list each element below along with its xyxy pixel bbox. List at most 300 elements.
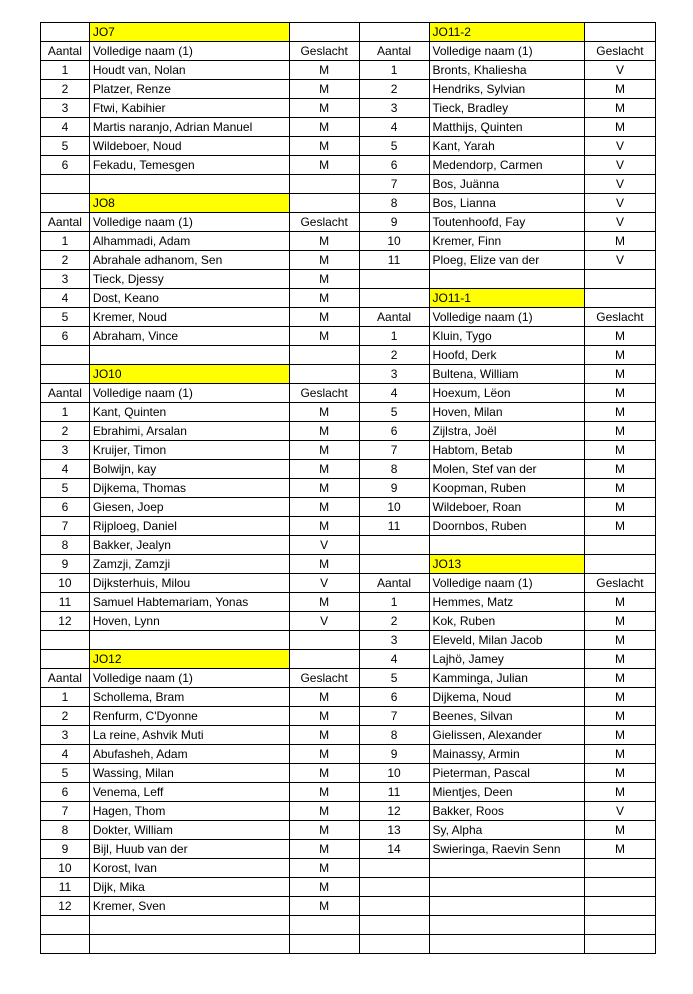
right-player-number: 11	[359, 517, 429, 536]
left-player-gender: M	[289, 232, 359, 251]
right-player-number: 11	[359, 251, 429, 270]
roster-row	[41, 934, 656, 953]
right-player-name: Hoven, Milan	[429, 403, 584, 422]
left-player-number: 2	[41, 251, 90, 270]
right-player-name: Koopman, Ruben	[429, 479, 584, 498]
left-player-name: Alhammadi, Adam	[89, 232, 289, 251]
left-player-gender: M	[289, 783, 359, 802]
left-player-number: 6	[41, 498, 90, 517]
left-empty-cell	[289, 365, 359, 384]
right-player-name: Dijkema, Noud	[429, 688, 584, 707]
right-empty-cell	[429, 916, 584, 935]
left-player-name: Kremer, Noud	[89, 308, 289, 327]
right-player-number: 5	[359, 669, 429, 688]
left-player-name: Zamzji, Zamzji	[89, 555, 289, 574]
left-player-name: Martis naranjo, Adrian Manuel	[89, 118, 289, 137]
right-player-gender: M	[584, 745, 655, 764]
left-player-name: Giesen, Joep	[89, 498, 289, 517]
right-empty-cell	[429, 897, 584, 916]
left-player-gender: M	[289, 422, 359, 441]
left-header-count: Aantal	[41, 669, 90, 688]
left-player-gender: M	[289, 460, 359, 479]
roster-row	[41, 745, 656, 764]
right-player-name: Bronts, Khaliesha	[429, 61, 584, 80]
right-player-name: Hoexum, Lëon	[429, 384, 584, 403]
roster-row	[41, 669, 656, 688]
right-player-gender: M	[584, 726, 655, 745]
right-player-gender: M	[584, 365, 655, 384]
right-player-number: 7	[359, 175, 429, 194]
left-player-gender: M	[289, 403, 359, 422]
right-player-name: Pieterman, Pascal	[429, 764, 584, 783]
right-player-name: Kant, Yarah	[429, 137, 584, 156]
left-player-name: Dijkema, Thomas	[89, 479, 289, 498]
roster-row	[41, 270, 656, 289]
roster-row	[41, 42, 656, 61]
right-header-gender: Geslacht	[584, 308, 655, 327]
left-player-name: Kruijer, Timon	[89, 441, 289, 460]
left-player-number: 9	[41, 555, 90, 574]
left-player-name: Samuel Habtemariam, Yonas	[89, 593, 289, 612]
roster-row	[41, 555, 656, 574]
roster-row	[41, 897, 656, 916]
right-player-number: 4	[359, 650, 429, 669]
left-player-number: 10	[41, 859, 90, 878]
left-player-gender: M	[289, 118, 359, 137]
roster-row	[41, 403, 656, 422]
right-player-name: Bos, Juänna	[429, 175, 584, 194]
right-player-name: Mainassy, Armin	[429, 745, 584, 764]
left-player-number: 4	[41, 460, 90, 479]
right-player-number: 6	[359, 688, 429, 707]
left-player-number: 4	[41, 118, 90, 137]
right-player-gender: V	[584, 137, 655, 156]
left-empty-cell	[41, 916, 90, 935]
left-empty-cell	[89, 346, 289, 365]
roster-row	[41, 802, 656, 821]
right-player-gender: M	[584, 384, 655, 403]
left-player-name: Abufasheh, Adam	[89, 745, 289, 764]
right-player-gender: M	[584, 517, 655, 536]
left-empty-cell	[41, 175, 90, 194]
right-player-name: Gielissen, Alexander	[429, 726, 584, 745]
left-header-name: Volledige naam (1)	[89, 384, 289, 403]
right-player-gender: M	[584, 327, 655, 346]
left-player-gender: M	[289, 859, 359, 878]
right-player-name: Hendriks, Sylvian	[429, 80, 584, 99]
left-player-number: 4	[41, 745, 90, 764]
left-player-name: Wassing, Milan	[89, 764, 289, 783]
left-player-gender: V	[289, 612, 359, 631]
right-player-name: Swieringa, Raevin Senn	[429, 840, 584, 859]
left-player-name: Renfurm, C'Dyonne	[89, 707, 289, 726]
left-empty-cell	[289, 631, 359, 650]
right-header-count: Aantal	[359, 308, 429, 327]
right-player-gender: M	[584, 783, 655, 802]
roster-row	[41, 764, 656, 783]
left-header-count: Aantal	[41, 42, 90, 61]
roster-row	[41, 23, 656, 42]
left-header-name: Volledige naam (1)	[89, 213, 289, 232]
left-player-number: 2	[41, 80, 90, 99]
right-header-name: Volledige naam (1)	[429, 574, 584, 593]
roster-row	[41, 612, 656, 631]
roster-row	[41, 346, 656, 365]
left-player-name: Kremer, Sven	[89, 897, 289, 916]
roster-row	[41, 460, 656, 479]
right-empty-cell	[359, 916, 429, 935]
right-player-number: 6	[359, 422, 429, 441]
roster-row	[41, 498, 656, 517]
right-team-title: JO11-2	[429, 23, 584, 42]
right-player-gender: M	[584, 631, 655, 650]
left-empty-cell	[289, 934, 359, 953]
left-player-name: Kant, Quinten	[89, 403, 289, 422]
right-player-name: Sy, Alpha	[429, 821, 584, 840]
right-player-number: 3	[359, 99, 429, 118]
right-team-title: JO13	[429, 555, 584, 574]
roster-row	[41, 308, 656, 327]
left-empty-cell	[289, 175, 359, 194]
roster-row	[41, 251, 656, 270]
left-player-gender: M	[289, 707, 359, 726]
right-player-name: Doornbos, Ruben	[429, 517, 584, 536]
left-player-name: Abrahale adhanom, Sen	[89, 251, 289, 270]
right-player-number: 9	[359, 479, 429, 498]
left-player-gender: M	[289, 745, 359, 764]
right-empty-cell	[584, 555, 655, 574]
left-empty-cell	[41, 365, 90, 384]
left-player-number: 10	[41, 574, 90, 593]
right-empty-cell	[359, 270, 429, 289]
right-empty-cell	[584, 916, 655, 935]
right-player-name: Kok, Ruben	[429, 612, 584, 631]
left-empty-cell	[41, 934, 90, 953]
right-empty-cell	[429, 270, 584, 289]
right-player-number: 11	[359, 783, 429, 802]
right-header-name: Volledige naam (1)	[429, 42, 584, 61]
left-player-name: Korost, Ivan	[89, 859, 289, 878]
left-empty-cell	[41, 650, 90, 669]
left-player-number: 6	[41, 156, 90, 175]
right-empty-cell	[584, 289, 655, 308]
left-player-gender: M	[289, 840, 359, 859]
left-player-gender: M	[289, 821, 359, 840]
right-player-number: 8	[359, 726, 429, 745]
left-player-gender: M	[289, 270, 359, 289]
roster-row	[41, 156, 656, 175]
left-player-number: 4	[41, 289, 90, 308]
left-player-number: 5	[41, 137, 90, 156]
right-player-name: Medendorp, Carmen	[429, 156, 584, 175]
left-player-number: 2	[41, 422, 90, 441]
left-empty-cell	[289, 194, 359, 213]
left-player-gender: M	[289, 593, 359, 612]
left-player-gender: M	[289, 555, 359, 574]
left-player-number: 6	[41, 327, 90, 346]
right-player-number: 12	[359, 802, 429, 821]
left-empty-cell	[89, 175, 289, 194]
left-player-name: Hagen, Thom	[89, 802, 289, 821]
right-team-title: JO11-1	[429, 289, 584, 308]
right-player-gender: M	[584, 840, 655, 859]
right-player-name: Molen, Stef van der	[429, 460, 584, 479]
left-player-name: Dijk, Mika	[89, 878, 289, 897]
left-player-gender: V	[289, 536, 359, 555]
left-player-gender: M	[289, 897, 359, 916]
roster-row	[41, 137, 656, 156]
right-empty-cell	[359, 289, 429, 308]
roster-row	[41, 574, 656, 593]
roster-row	[41, 821, 656, 840]
right-empty-cell	[429, 536, 584, 555]
right-player-name: Kremer, Finn	[429, 232, 584, 251]
right-player-number: 2	[359, 346, 429, 365]
roster-row	[41, 327, 656, 346]
right-header-name: Volledige naam (1)	[429, 308, 584, 327]
left-empty-cell	[289, 346, 359, 365]
roster-row	[41, 688, 656, 707]
right-empty-cell	[429, 859, 584, 878]
left-player-gender: M	[289, 137, 359, 156]
roster-row	[41, 422, 656, 441]
right-player-gender: M	[584, 80, 655, 99]
right-player-name: Matthijs, Quinten	[429, 118, 584, 137]
left-player-gender: M	[289, 498, 359, 517]
right-player-number: 9	[359, 213, 429, 232]
right-empty-cell	[359, 536, 429, 555]
left-player-number: 3	[41, 270, 90, 289]
right-player-name: Habtom, Betab	[429, 441, 584, 460]
left-player-number: 9	[41, 840, 90, 859]
roster-row	[41, 916, 656, 935]
right-player-gender: M	[584, 403, 655, 422]
roster-row	[41, 365, 656, 384]
left-player-name: Dijksterhuis, Milou	[89, 574, 289, 593]
left-player-number: 7	[41, 517, 90, 536]
roster-row	[41, 232, 656, 251]
left-empty-cell	[89, 916, 289, 935]
left-player-gender: M	[289, 80, 359, 99]
right-empty-cell	[584, 23, 655, 42]
left-player-gender: M	[289, 61, 359, 80]
left-empty-cell	[41, 194, 90, 213]
left-player-gender: M	[289, 726, 359, 745]
left-player-name: Rijploeg, Daniel	[89, 517, 289, 536]
right-player-name: Hemmes, Matz	[429, 593, 584, 612]
right-player-gender: V	[584, 156, 655, 175]
left-player-number: 3	[41, 726, 90, 745]
right-player-number: 10	[359, 764, 429, 783]
left-player-name: Bijl, Huub van der	[89, 840, 289, 859]
right-header-count: Aantal	[359, 574, 429, 593]
left-player-name: Dost, Keano	[89, 289, 289, 308]
left-empty-cell	[289, 23, 359, 42]
right-player-number: 1	[359, 61, 429, 80]
right-empty-cell	[584, 878, 655, 897]
right-player-gender: M	[584, 593, 655, 612]
right-player-number: 1	[359, 593, 429, 612]
left-header-gender: Geslacht	[289, 42, 359, 61]
right-empty-cell	[359, 555, 429, 574]
right-player-gender: M	[584, 118, 655, 137]
roster-row	[41, 840, 656, 859]
right-player-gender: M	[584, 669, 655, 688]
right-player-number: 2	[359, 80, 429, 99]
right-player-name: Tieck, Bradley	[429, 99, 584, 118]
left-player-number: 12	[41, 612, 90, 631]
team-roster-table	[40, 22, 656, 954]
left-team-title: JO12	[89, 650, 289, 669]
right-player-gender: V	[584, 213, 655, 232]
left-player-number: 5	[41, 479, 90, 498]
left-player-gender: M	[289, 878, 359, 897]
left-player-name: Platzer, Renze	[89, 80, 289, 99]
roster-row	[41, 175, 656, 194]
right-player-gender: M	[584, 612, 655, 631]
left-player-name: Venema, Leff	[89, 783, 289, 802]
right-player-name: Eleveld, Milan Jacob	[429, 631, 584, 650]
left-player-name: Bakker, Jealyn	[89, 536, 289, 555]
right-empty-cell	[584, 536, 655, 555]
roster-row	[41, 707, 656, 726]
left-player-gender: M	[289, 764, 359, 783]
roster-row	[41, 783, 656, 802]
left-player-gender: M	[289, 688, 359, 707]
right-player-gender: M	[584, 821, 655, 840]
right-player-name: Toutenhoofd, Fay	[429, 213, 584, 232]
left-player-number: 3	[41, 99, 90, 118]
right-empty-cell	[429, 878, 584, 897]
left-player-name: La reine, Ashvik Muti	[89, 726, 289, 745]
left-header-gender: Geslacht	[289, 384, 359, 403]
roster-row	[41, 536, 656, 555]
right-player-gender: V	[584, 251, 655, 270]
right-player-number: 10	[359, 498, 429, 517]
roster-row	[41, 878, 656, 897]
right-player-number: 3	[359, 365, 429, 384]
roster-row	[41, 593, 656, 612]
left-team-title: JO8	[89, 194, 289, 213]
left-player-name: Dokter, William	[89, 821, 289, 840]
left-player-number: 11	[41, 593, 90, 612]
right-player-name: Wildeboer, Roan	[429, 498, 584, 517]
right-player-number: 7	[359, 707, 429, 726]
roster-row	[41, 99, 656, 118]
right-empty-cell	[359, 934, 429, 953]
right-player-number: 9	[359, 745, 429, 764]
left-player-gender: M	[289, 479, 359, 498]
roster-row	[41, 61, 656, 80]
left-player-number: 1	[41, 232, 90, 251]
right-empty-cell	[359, 897, 429, 916]
left-player-gender: M	[289, 99, 359, 118]
left-player-name: Ftwi, Kabihier	[89, 99, 289, 118]
right-player-number: 5	[359, 137, 429, 156]
right-player-gender: V	[584, 802, 655, 821]
left-player-name: Abraham, Vince	[89, 327, 289, 346]
right-player-number: 8	[359, 194, 429, 213]
right-header-count: Aantal	[359, 42, 429, 61]
right-player-gender: M	[584, 764, 655, 783]
left-player-number: 2	[41, 707, 90, 726]
left-player-gender: M	[289, 308, 359, 327]
left-empty-cell	[89, 934, 289, 953]
left-player-number: 7	[41, 802, 90, 821]
right-player-gender: M	[584, 346, 655, 365]
left-player-number: 11	[41, 878, 90, 897]
left-player-number: 8	[41, 821, 90, 840]
right-player-number: 3	[359, 631, 429, 650]
left-player-number: 5	[41, 764, 90, 783]
right-player-number: 5	[359, 403, 429, 422]
left-header-count: Aantal	[41, 213, 90, 232]
right-empty-cell	[584, 270, 655, 289]
right-player-number: 4	[359, 118, 429, 137]
left-empty-cell	[41, 346, 90, 365]
right-player-gender: V	[584, 61, 655, 80]
right-player-number: 7	[359, 441, 429, 460]
right-player-name: Mientjes, Deen	[429, 783, 584, 802]
right-player-gender: V	[584, 175, 655, 194]
right-header-gender: Geslacht	[584, 574, 655, 593]
left-header-gender: Geslacht	[289, 669, 359, 688]
left-player-number: 12	[41, 897, 90, 916]
right-player-number: 13	[359, 821, 429, 840]
left-player-gender: M	[289, 289, 359, 308]
roster-row	[41, 213, 656, 232]
roster-row	[41, 194, 656, 213]
roster-row	[41, 859, 656, 878]
left-player-name: Hoven, Lynn	[89, 612, 289, 631]
right-empty-cell	[584, 934, 655, 953]
right-player-gender: M	[584, 99, 655, 118]
right-player-number: 1	[359, 327, 429, 346]
right-empty-cell	[584, 897, 655, 916]
left-team-title: JO10	[89, 365, 289, 384]
right-player-name: Lajhö, Jamey	[429, 650, 584, 669]
right-player-name: Hoofd, Derk	[429, 346, 584, 365]
right-player-number: 14	[359, 840, 429, 859]
left-header-count: Aantal	[41, 384, 90, 403]
right-empty-cell	[359, 859, 429, 878]
right-player-number: 10	[359, 232, 429, 251]
right-player-number: 8	[359, 460, 429, 479]
roster-row	[41, 631, 656, 650]
left-player-name: Schollema, Bram	[89, 688, 289, 707]
left-player-number: 8	[41, 536, 90, 555]
right-player-name: Bos, Lianna	[429, 194, 584, 213]
right-player-name: Kluin, Tygo	[429, 327, 584, 346]
left-player-number: 1	[41, 688, 90, 707]
left-empty-cell	[41, 631, 90, 650]
roster-row	[41, 650, 656, 669]
left-player-gender: V	[289, 574, 359, 593]
left-player-name: Wildeboer, Noud	[89, 137, 289, 156]
left-player-gender: M	[289, 517, 359, 536]
right-empty-cell	[359, 878, 429, 897]
roster-row	[41, 479, 656, 498]
right-player-gender: V	[584, 194, 655, 213]
right-player-gender: M	[584, 707, 655, 726]
right-player-name: Ploeg, Elize van der	[429, 251, 584, 270]
left-header-name: Volledige naam (1)	[89, 669, 289, 688]
right-player-name: Bultena, William	[429, 365, 584, 384]
left-player-name: Fekadu, Temesgen	[89, 156, 289, 175]
left-player-name: Ebrahimi, Arsalan	[89, 422, 289, 441]
left-player-gender: M	[289, 156, 359, 175]
roster-row	[41, 80, 656, 99]
